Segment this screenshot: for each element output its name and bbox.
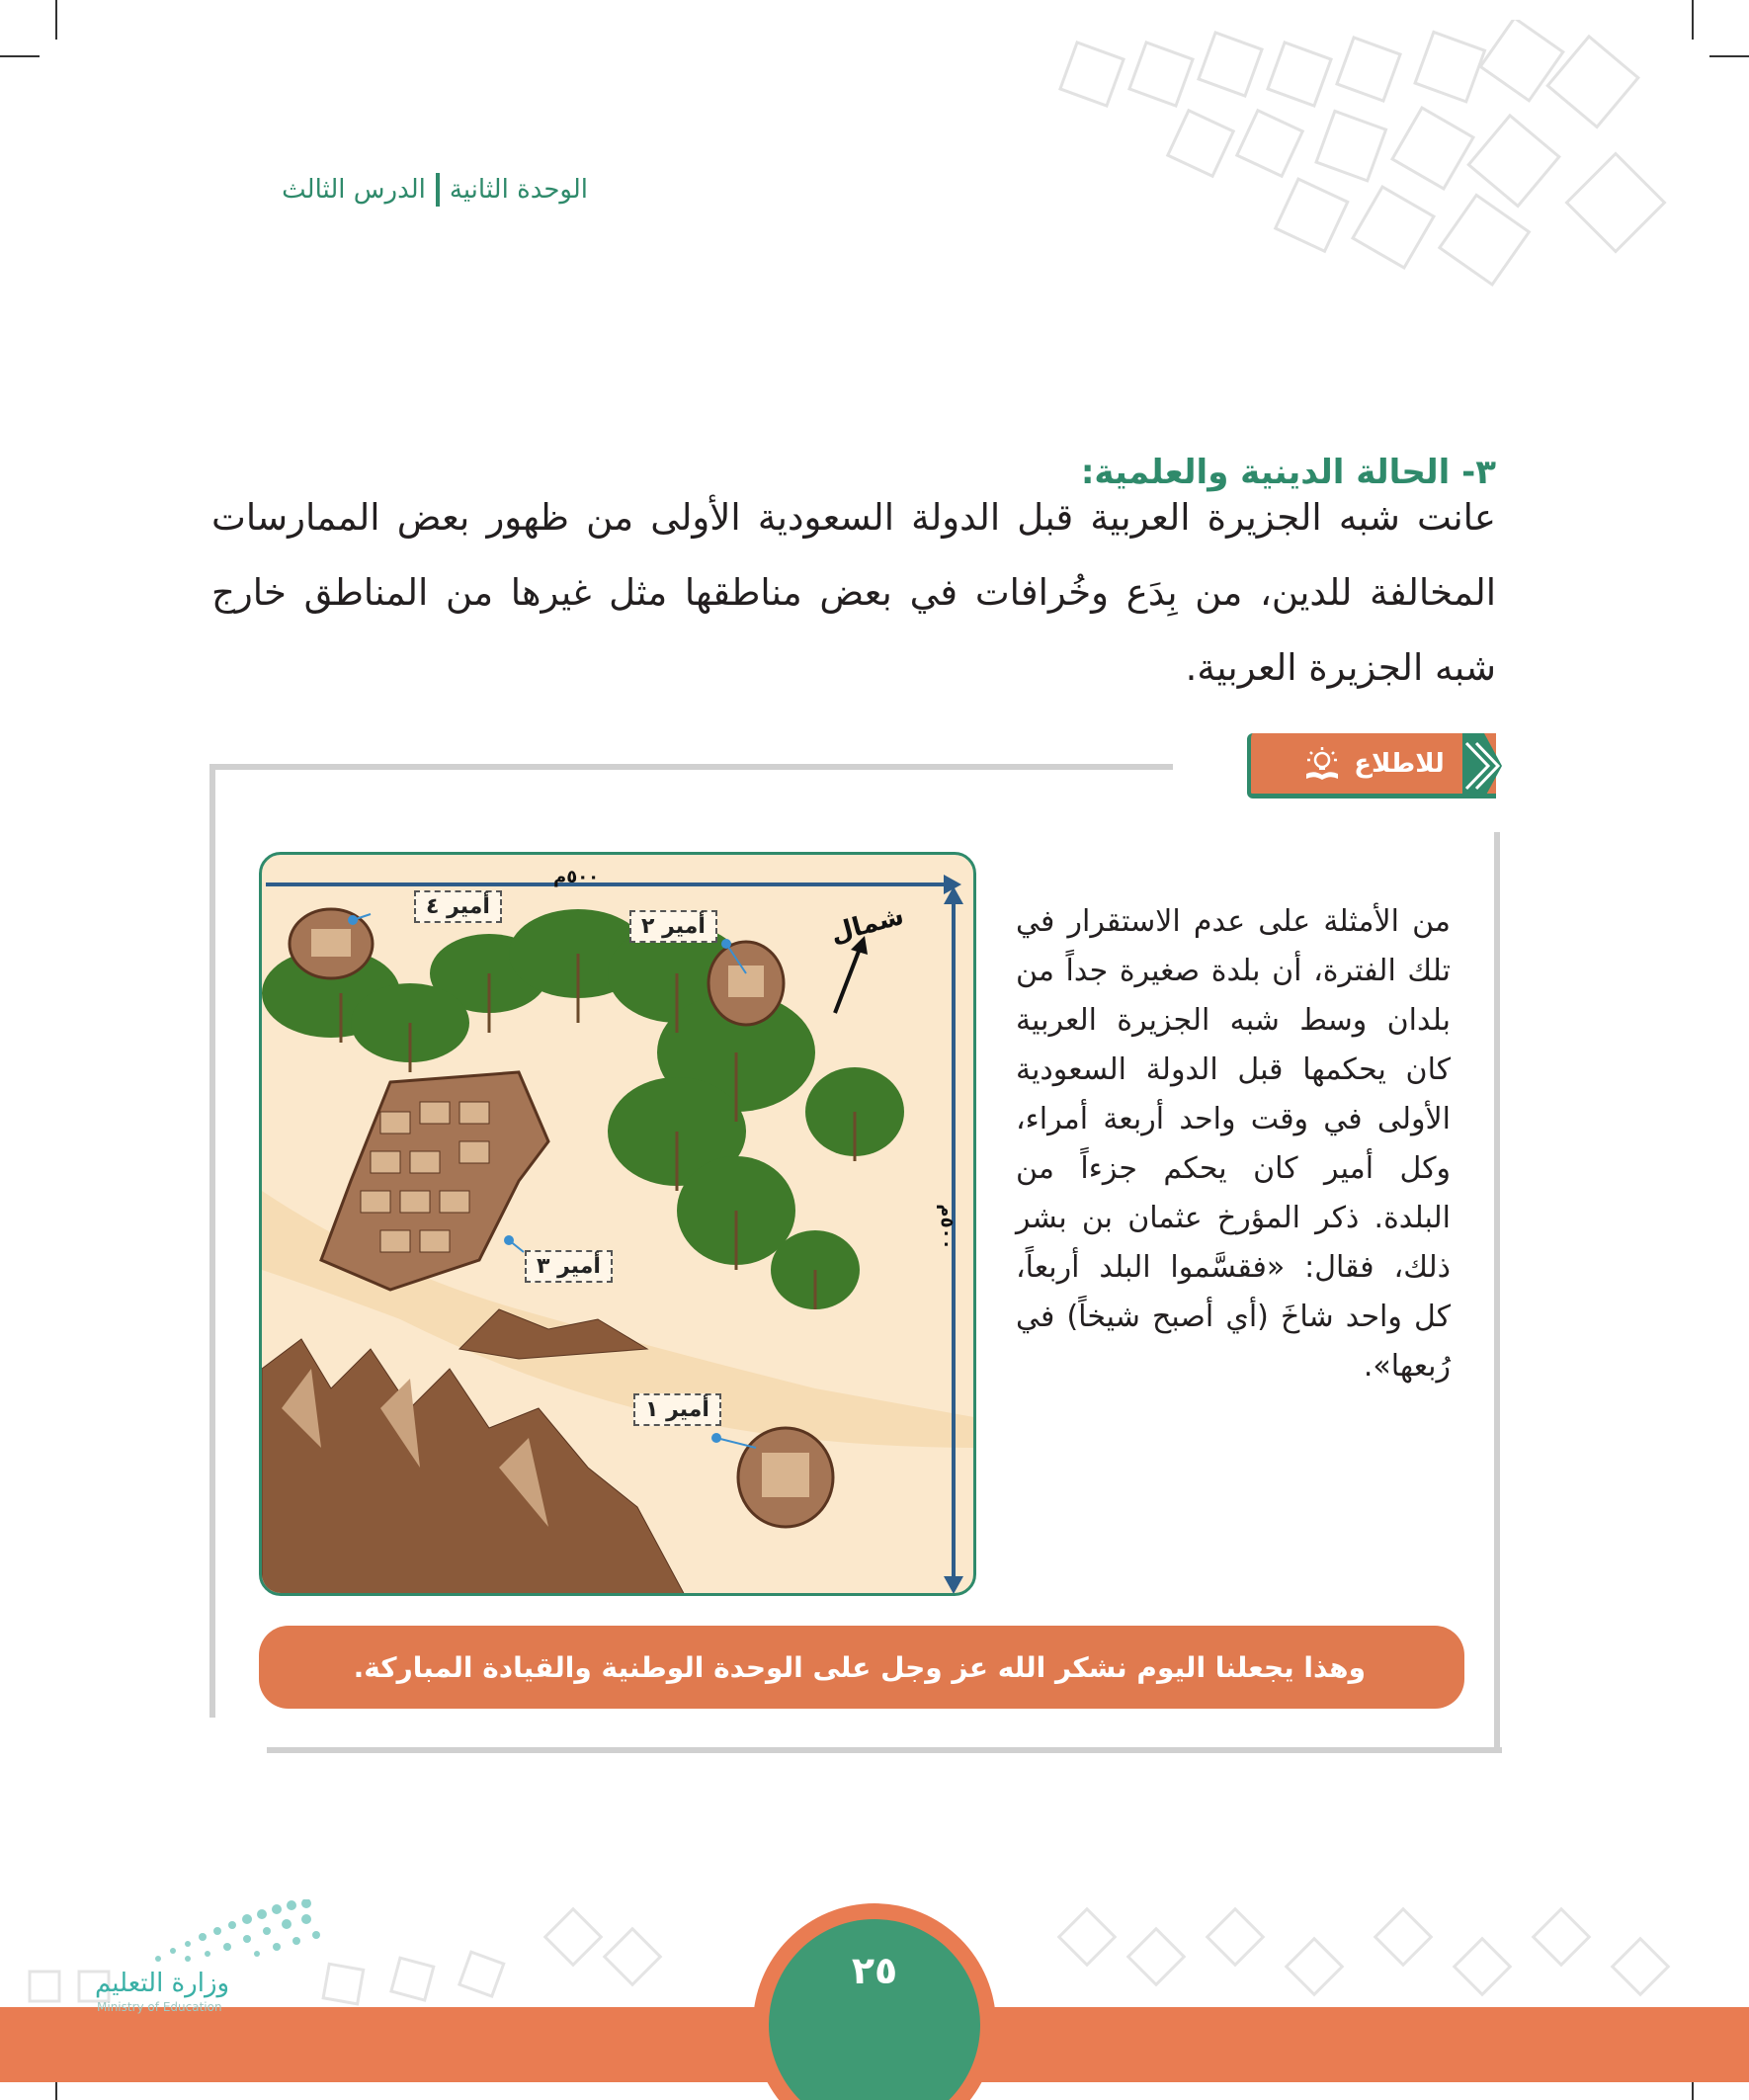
box-frame [267,1747,1502,1753]
info-tag [1247,733,1496,798]
town-map [259,852,976,1596]
emir-1-label: أمير ١ [633,1393,721,1426]
crop-mark [0,55,40,57]
map-illustration [262,855,976,1596]
box-frame [209,764,1173,770]
section-title: ٣- الحالة الدينية والعلمية: [1080,453,1496,492]
box-frame [209,764,215,1718]
banner-text: وهذا يجعلنا اليوم نشكر الله عز وجل على الوحدة الوطنية والقيادة المباركة. [353,1650,1366,1684]
ministry-logo-icon [148,1899,326,1969]
tag-chevron-icon [1462,733,1506,798]
box-frame [1494,832,1500,1753]
page-number-text: ٢٥ [851,1949,898,1992]
emir-2-label: أمير ٢ [629,910,717,943]
height-scale-label: ٥٠٠م [936,1204,958,1250]
running-header [212,170,588,210]
conclusion-banner [259,1626,1464,1709]
width-scale-label: ٥٠٠م [553,867,600,887]
ministry-name-en: Ministry of Education [97,2000,222,2014]
info-tag-label: للاطلاع [1354,748,1445,779]
lesson-label: الدرس الثالث [282,175,426,205]
emir-3-label: أمير ٣ [525,1250,613,1283]
lightbulb-book-icon [1302,746,1342,782]
emir-4-label: أمير ٤ [414,890,502,923]
header-divider [436,173,440,207]
decorative-pattern [1028,20,1749,346]
info-text: من الأمثلة على عدم الاستقرار في تلك الفترة، أن بلدة صغيرة جداً من بلدان وسط شبه الجزيرة العربية كان يحكمها قبل الدولة السعودية الأولى في وقت واحد أربعة أمراء، وكل أمير كان يحكم جزءاً من البلدة. ذكر المؤرخ عثمان بن بشر ذلك، فقال: «فقسَّموا البلد أربعاً، كل واحد شاخَ (أي أصبح شيخاً) في رُبعها». [1016,904,1451,1384]
ministry-name: وزارة التعليم [95,1969,230,1998]
crop-mark [55,0,57,40]
section-paragraph: عانت شبه الجزيرة العربية قبل الدولة السعودية الأولى من ظهور بعض الممارسات المخالفة للدين، من بِدَع وخُرافات في بعض مناطقها مثل غيرها من المناطق خارج شبه الجزيرة العربية. [211,496,1496,689]
north-label: شمال [827,900,907,950]
unit-label: الوحدة الثانية [449,175,588,205]
